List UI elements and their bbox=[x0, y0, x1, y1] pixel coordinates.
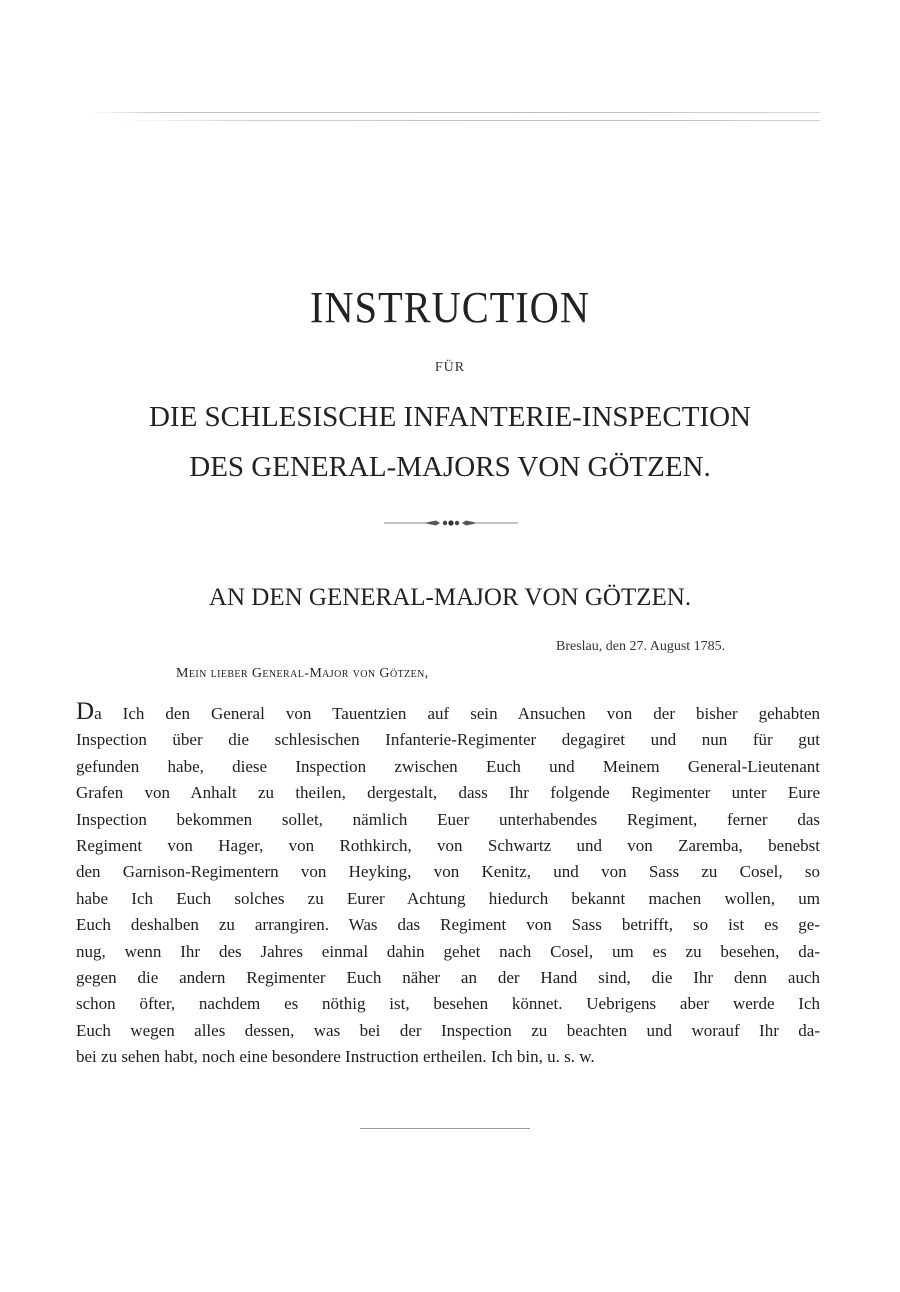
top-rule-line-1 bbox=[88, 112, 820, 113]
top-rule-line-2 bbox=[118, 120, 820, 121]
body-line-text: a Ich den General von Tauentzien auf sein Ansuchen von der bisher gehabten bbox=[94, 704, 820, 723]
title-connector-fuer: FÜR bbox=[434, 360, 466, 375]
body-line: Grafen von Anhalt zu theilen, dergestalt, dass Ihr folgende Regimenter unter Eure bbox=[76, 783, 820, 803]
letter-body bbox=[76, 698, 820, 1070]
body-line bbox=[76, 698, 820, 727]
body-line: Inspection bekommen sollet, nämlich Euer unterhabendes Regiment, ferner das bbox=[76, 809, 820, 829]
bottom-divider-rule bbox=[360, 1128, 530, 1129]
ornament-divider bbox=[384, 517, 518, 529]
body-line: Euch deshalben zu arrangiren. Was das Regiment von Sass betrifft, so ist es ge- bbox=[76, 915, 820, 935]
body-line: Regiment von Hager, von Rothkirch, von Schwartz und von Zaremba, benebst bbox=[76, 835, 820, 855]
subtitle-line-1: DIE SCHLESISCHE INFANTERIE-INSPECTION bbox=[148, 401, 751, 433]
body-line: gegen die andern Regimenter Euch näher an der Hand sind, die Ihr denn auch bbox=[76, 967, 820, 987]
body-line: Inspection über die schlesischen Infanterie-Regimenter degagiret und nun für gut bbox=[76, 730, 820, 750]
addressee-heading: AN DEN GENERAL-MAJOR VON GÖTZEN. bbox=[208, 584, 692, 611]
place-date-line: Breslau, den 27. August 1785. bbox=[556, 639, 726, 654]
body-line: Euch wegen alles dessen, was bei der Inspection zu beachten und worauf Ihr da- bbox=[76, 1020, 820, 1040]
body-line-last: bei zu sehen habt, noch eine besondere Instruction ertheilen. Ich bin, u. s. w. bbox=[76, 1047, 595, 1067]
body-line: gefunden habe, diese Inspection zwischen Euch und Meinem General-Lieutenant bbox=[76, 756, 820, 776]
drop-cap: D bbox=[76, 698, 95, 725]
body-line: schon öfter, nachdem es nöthig ist, besehen könnet. Uebrigens aber werde Ich bbox=[76, 994, 820, 1014]
salutation: Mein lieber General-Major von Götzen, bbox=[176, 666, 429, 681]
body-line: habe Ich Euch solches zu Eurer Achtung hiedurch bekannt machen wollen, um bbox=[76, 888, 820, 908]
body-line: den Garnison-Regimentern von Heyking, von Kenitz, und von Sass zu Cosel, so bbox=[76, 862, 820, 882]
body-line: nug, wenn Ihr des Jahres einmal dahin gehet nach Cosel, um es zu besehen, da- bbox=[76, 941, 820, 961]
subtitle-line-2: DES GENERAL-MAJORS VON GÖTZEN. bbox=[189, 451, 711, 483]
top-divider-rule bbox=[88, 112, 820, 124]
document-title: INSTRUCTION bbox=[310, 283, 590, 332]
